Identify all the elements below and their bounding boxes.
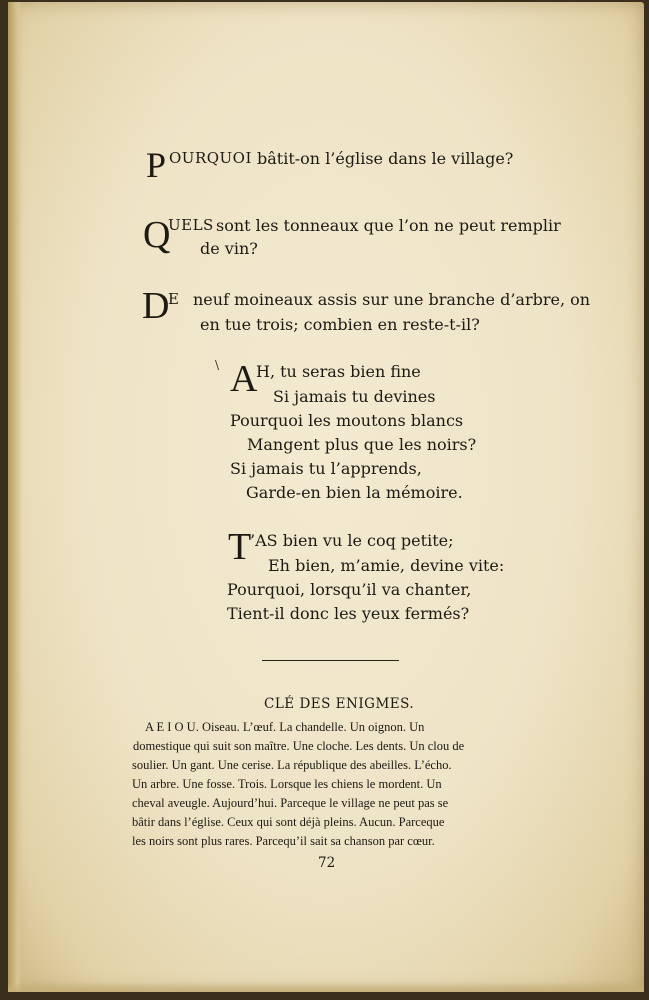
poem2-dropcap: T — [228, 526, 252, 568]
poem2-line4: Tient-il donc les yeux fermés? — [227, 604, 470, 623]
poem1-line6: Garde-en bien la mémoire. — [246, 483, 463, 502]
page-number: 72 — [318, 855, 336, 871]
poem1-line1: H, tu seras bien fine — [256, 362, 421, 381]
riddle3-line2: en tue trois; combien en reste-t-il? — [200, 315, 480, 334]
poem2-line1: ’AS bien vu le coq petite; — [250, 531, 454, 550]
riddle3-dropcap: D — [142, 285, 170, 327]
page-gutter — [8, 2, 22, 992]
answer-key-line5: cheval aveugle. Aujourd’hui. Parceque le village ne peut pas se — [132, 796, 449, 810]
riddle2-dropcap: Q — [143, 214, 171, 256]
poem2-line3: Pourquoi, lorsqu’il va chanter, — [227, 580, 472, 599]
riddle1-dropcap: P — [146, 145, 167, 185]
riddle1-line1: bâtit-on l’église dans le village? — [257, 149, 514, 168]
riddle2-smallcaps: UELS — [168, 216, 214, 234]
answer-key-line3: soulier. Un gant. Une cerise. La république des abeilles. L’écho. — [132, 758, 452, 772]
poem1-line3: Pourquoi les moutons blancs — [230, 411, 464, 430]
riddle3-line1: neuf moineaux assis sur une branche d’arbre, on — [193, 290, 591, 309]
page-bottom-edge — [8, 982, 644, 992]
answer-key-line2: domestique qui suit son maître. Une cloche. Les dents. Un clou de — [133, 739, 465, 753]
riddle2-line2: de vin? — [200, 239, 258, 258]
answer-key-title: CLÉ DES ENIGMES. — [264, 696, 415, 712]
riddle2-line1: sont les tonneaux que l’on ne peut remplir — [216, 216, 561, 235]
riddle1-smallcaps: OURQUOI — [169, 149, 252, 167]
answer-key-line6: bâtir dans l’église. Ceux qui sont déjà pleins. Aucun. Parceque — [132, 815, 445, 829]
answer-key-line4: Un arbre. Une fosse. Trois. Lorsque les chiens le mordent. Un — [132, 777, 442, 791]
stray-mark: \ — [215, 358, 220, 372]
poem1-dropcap: A — [230, 358, 258, 400]
answer-key-line1: A E I O U. Oiseau. L’œuf. La chandelle. Un oignon. Un — [145, 720, 425, 734]
answer-key-line7: les noirs sont plus rares. Parcequ’il sait sa chanson par cœur. — [132, 834, 435, 848]
poem1-line4: Mangent plus que les noirs? — [247, 435, 477, 454]
poem2-line2: Eh bien, m’amie, devine vite: — [268, 556, 505, 575]
riddle3-smallcaps: E — [168, 290, 180, 308]
poem1-line2: Si jamais tu devines — [273, 387, 436, 406]
section-divider — [262, 660, 399, 661]
poem1-line5: Si jamais tu l’apprends, — [230, 459, 422, 478]
